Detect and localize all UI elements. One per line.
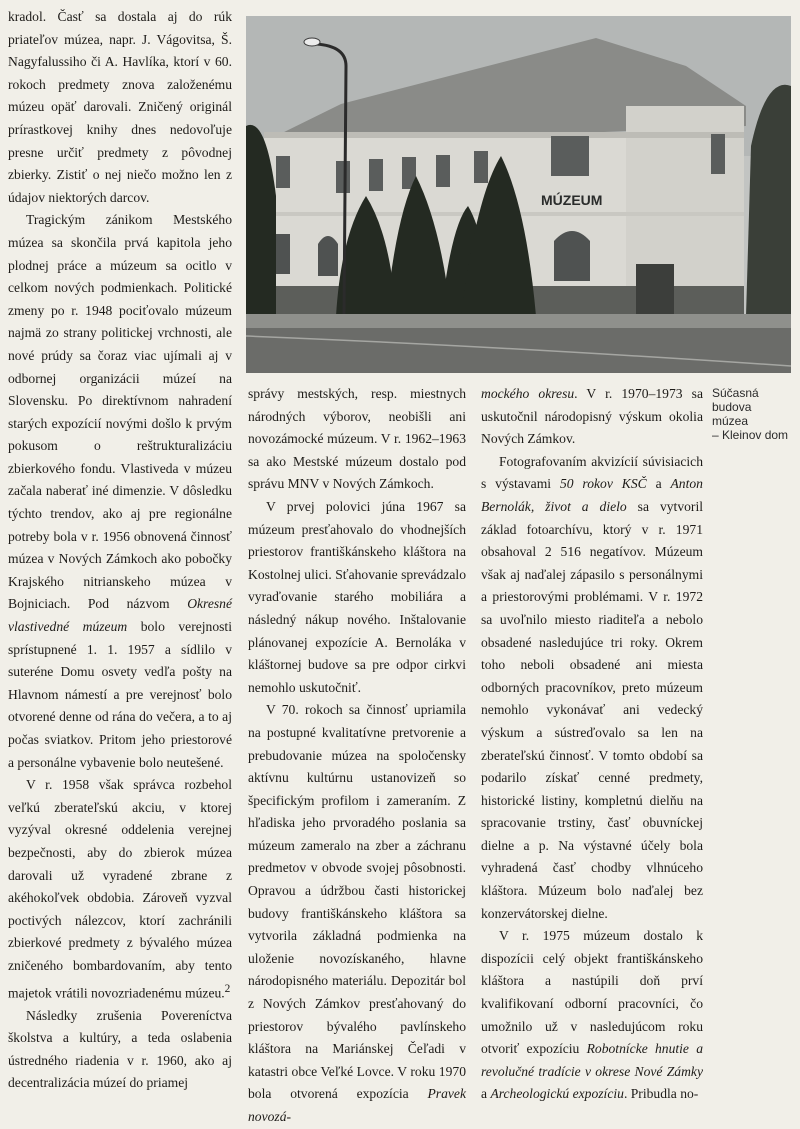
text-column-2: [248, 383, 466, 1129]
paragraph: V r. 1958 však správca rozbehol veľkú zberateľskú akciu, v ktorej vyzýval okresné oddelenia verejnej bezpečnosti, aby do zbierok múzea darovali už vyradené zbrane z akéhokoľvek obdobia. Zároveň vyzval poctivých nálezcov, ktorí zachránili zbierkové predmety z bývalého múzea zničeného bombardovaním, aby tento majetok vrátili novozriadenému múzeu.$^2$: [8, 777, 232, 1001]
text-column-3: [481, 383, 703, 1106]
paragraph: správy mestských, resp. miestnych národných výborov, neobišli ani novozámocké múzeum. V r. 1962–1963 sa ako Mestské múzeum dostalo pod správu MNV v Nových Zámkoch.: [248, 386, 466, 492]
footnote-marker: 2: [224, 982, 231, 995]
paragraph: V prvej polovici júna 1967 sa múzeum presťahovalo do vhodnejších priestorov františkánskeho kláštora na Kostolnej ulici. Sťahovanie sprevádzalo vyraďovanie starého mobiliára a následný nákup nového. Inštalovanie plánovanej expozície A. Bernoláka v kláštornej budove sa pre odpor cirkvi nemohlo uskutočniť.: [248, 498, 466, 695]
paragraph: Následky zrušenia Povereníctva školstva a kultúry, a teda oslabenia ústredného riadenia v r. 1960, ako aj decentralizácia múzeí do priamej: [8, 1007, 232, 1091]
paragraph: kradol. Časť sa dostala aj do rúk priateľov múzea, napr. J. Vágovitsa, Š. Nagyfalussiho či A. Havlíka, ktorí v 60. rokoch predmety znova založenému múzeu opäť darovali. Zničený originál prírastkovej knihy dnes nedovoľuje presne určiť predmety z pôvodnej zbierky. Zistiť o nej niečo možno len z údajov niektorých darcov.: [8, 9, 232, 205]
paragraph: V 70. rokoch sa činnosť upriamila na postupné kvalitatívne pretvorenie a prebudovanie múzea na spoločensky aktívnu kultúrnu ustanovizeň so špecifickým profilom i zameraním. Z hľadiska jeho prvoradého poslania sa múzeum zameralo na zber a záchranu predmetov v obvode svojej pôsobnosti. Opravou a údržbou časti historickej budovy františkánskeho kláštora sa vytvorila základná podmienka na uloženie novozískaného, hlavne národopisného materiálu. Depozitár bol z Nových Zámkov presťahovaný do priestorov bývalého pavlínskeho kláštora na Mariánskej Čeľadi v katastri obce Veľké Lovce. V roku 1970 bola otvorená expozícia Pravek novozá-: [248, 702, 466, 1124]
paragraph: Tragickým zánikom Mestského múzea sa skončila prvá kapitola jeho plodnej práce a múzeum sa ocitlo v celkom nových podmienkach. Politické zmeny po r. 1948 pociťovalo múzeum najmä zo strany politickej vrchnosti, ale nové prúdy sa čoraz viac ujímali aj v odbornej organizácii múzeí na Slovensku. Po direktívnom nahradení starých expozícií novými došlo k prvým pokusom o reštrukturalizáciu zbierkového fondu. Vlastiveda v múzeu začala naberať iné dimenzie. V dôsledku týchto trendov, ako aj pre regionálne potreby bola v r. 1956 obnovená činnosť múzea v Nových Zámkoch ako pobočky Krajského nitrianskeho múzea v Bojniciach. Pod názvom Okresné vlastivedné múzeum bolo verejnosti sprístupnené 1. 1. 1957 a sídlilo v suteréne Domu osvety vedľa pošty na Hlavnom námestí a pre verejnosť bolo otvorené denne od rána do večera, a to aj počas sviatkov. Pritom jeho priestorové a personálne vybavenie bolo neutešené.: [8, 212, 232, 770]
photo-caption: Súčasná budova múzea – Kleinov dom: [712, 386, 789, 442]
museum-building-photo: [246, 16, 791, 373]
paragraph: mockého okresu. V r. 1970–1973 sa uskutočnil národopisný výskum okolia Nových Zámkov.: [481, 386, 703, 447]
museum-sign: MÚZEUM: [541, 192, 603, 208]
paragraph: Fotografovaním akvizícií súvisiacich s výstavami 50 rokov KSČ a Anton Bernolák, život a dielo sa vytvoril základ fotoarchívu, ktorý v r. 1971 obsahoval 2 516 negatívov. Múzeum však aj naďalej zápasilo s personálnymi a priestorovými problémami. V r. 1972 sa uvoľnilo miesto riaditeľa a nebolo obsadené nasledujúce tri roky. Okrem toho neboli obsadené ani miesta odborných pracovníkov, preto múzeum nemohlo vykonávať ani vedecký výskum a sústreďovalo sa len na zberateľskú činnosť. V tomto období sa podarilo získať cenné predmety, historické listiny, kompletnú dielňu na spracovanie trstiny, časť obuvníckej dielne a p. Na výstavné účely bola vyhradená časť chodby vlhnúceho kláštora. Múzeum bolo naďalej bez konzervátorskej dielne.: [481, 453, 703, 921]
paragraph: V r. 1975 múzeum dostalo k dispozícii celý objekt františkánskeho kláštora a nastúpili doň prví kvalifikovaní odborní pracovníci, čo umožnilo už v nasledujúcom roku otvoriť expozíciu Robotnícke hnutie a revolučné tradície v okrese Nové Zámky a Archeologickú expozíciu. Pribudla no-: [481, 928, 704, 1102]
text-column-1: [8, 6, 232, 1095]
